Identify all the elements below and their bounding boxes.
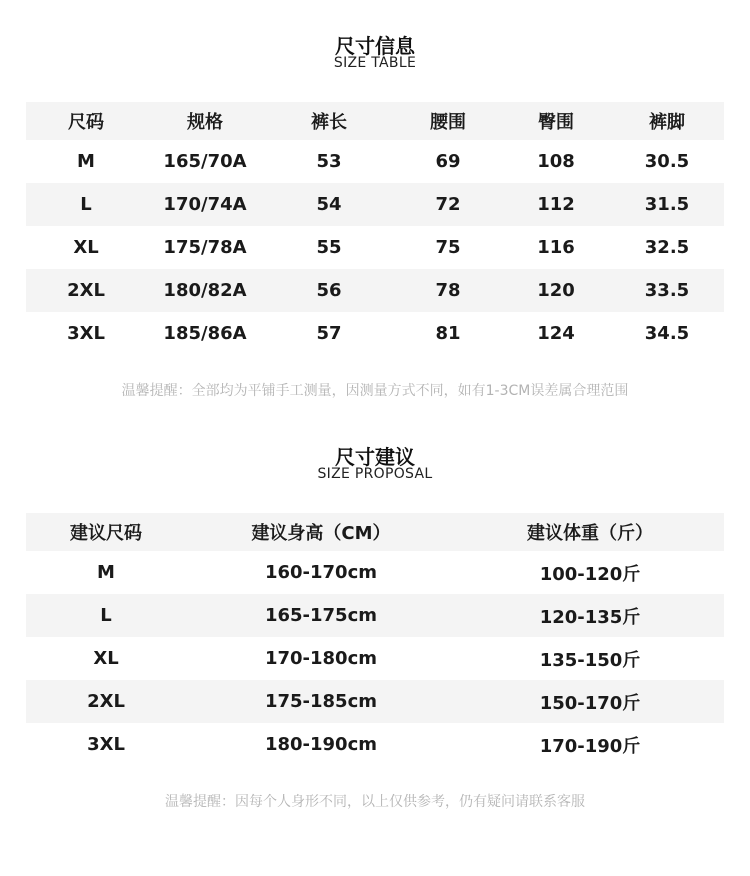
cell-suggested-size: M: [97, 562, 115, 583]
cell-hip: 120: [502, 269, 610, 312]
cell-waist: 72: [394, 183, 502, 226]
cell-pants-length: 57: [316, 323, 342, 344]
cell-size: 2XL: [26, 269, 146, 312]
table-row: [26, 551, 724, 594]
size-table-note: 温馨提醒：全部均为平铺手工测量，因测量方式不同，如有1-3CM误差属合理范围: [121, 383, 629, 399]
cell-suggested-height: 180-190cm: [264, 734, 378, 755]
header-spec: 规格: [146, 102, 264, 140]
cell-leg-opening: 34.5: [644, 323, 690, 344]
cell-size: XL: [73, 237, 99, 258]
cell-hip: 112: [502, 183, 610, 226]
table-row: [26, 183, 724, 226]
cell-suggested-weight: 170-190斤: [539, 735, 641, 757]
table-row: [26, 723, 724, 766]
cell-leg-opening: 31.5: [610, 183, 724, 226]
table-row: [26, 269, 724, 312]
cell-suggested-height: 170-180cm: [264, 648, 378, 669]
cell-suggested-height: 165-175cm: [186, 594, 456, 637]
size-table-title: 尺寸信息: [335, 34, 415, 58]
size-proposal-subtitle: SIZE PROPOSAL: [317, 466, 433, 482]
cell-hip: 124: [537, 323, 575, 344]
table-row: [26, 226, 724, 269]
header-suggested-weight: 建议体重（斤）: [456, 513, 724, 551]
cell-spec: 175/78A: [163, 237, 247, 258]
size-table-subtitle: SIZE TABLE: [333, 55, 417, 71]
cell-suggested-size: L: [26, 594, 186, 637]
header-size: 尺码: [26, 102, 146, 140]
cell-suggested-weight: 100-120斤: [539, 563, 641, 585]
table-row: [26, 680, 724, 723]
cell-leg-opening: 32.5: [644, 237, 690, 258]
cell-pants-length: 55: [316, 237, 342, 258]
cell-suggested-height: 160-170cm: [264, 562, 378, 583]
cell-spec: 180/82A: [146, 269, 264, 312]
cell-pants-length: 54: [264, 183, 394, 226]
header-leg-opening: 裤脚: [610, 102, 724, 140]
size-proposal-header-row: [26, 513, 724, 551]
cell-suggested-height: 175-185cm: [186, 680, 456, 723]
size-proposal-title: 尺寸建议: [335, 445, 415, 469]
table-row: [26, 594, 724, 637]
cell-waist: 75: [435, 237, 461, 258]
cell-suggested-weight: 120-135斤: [456, 594, 724, 637]
cell-suggested-size: 3XL: [87, 734, 125, 755]
table-row: [26, 312, 724, 355]
cell-suggested-size: 2XL: [26, 680, 186, 723]
cell-pants-length: 53: [316, 151, 342, 172]
cell-pants-length: 56: [264, 269, 394, 312]
cell-waist: 69: [435, 151, 461, 172]
cell-leg-opening: 30.5: [644, 151, 690, 172]
header-suggested-height: 建议身高（CM）: [186, 513, 456, 551]
cell-waist: 81: [435, 323, 461, 344]
size-table-header-row: [26, 102, 724, 140]
header-hip: 臀围: [502, 102, 610, 140]
cell-hip: 116: [537, 237, 575, 258]
header-pants-length: 裤长: [264, 102, 394, 140]
size-proposal-table: [26, 513, 724, 766]
cell-suggested-weight: 135-150斤: [539, 649, 641, 671]
size-proposal-note: 温馨提醒：因每个人身形不同，以上仅供参考，仍有疑问请联系客服: [165, 794, 585, 810]
cell-leg-opening: 33.5: [610, 269, 724, 312]
header-suggested-size: 建议尺码: [26, 513, 186, 551]
size-table: [26, 102, 724, 355]
cell-waist: 78: [394, 269, 502, 312]
cell-suggested-size: XL: [93, 648, 119, 669]
header-waist: 腰围: [394, 102, 502, 140]
table-row: [26, 637, 724, 680]
cell-size: 3XL: [67, 323, 105, 344]
cell-spec: 185/86A: [163, 323, 247, 344]
cell-size: L: [26, 183, 146, 226]
cell-suggested-weight: 150-170斤: [456, 680, 724, 723]
cell-size: M: [77, 151, 95, 172]
table-row: [26, 140, 724, 183]
cell-spec: 170/74A: [146, 183, 264, 226]
cell-spec: 165/70A: [163, 151, 247, 172]
cell-hip: 108: [537, 151, 575, 172]
